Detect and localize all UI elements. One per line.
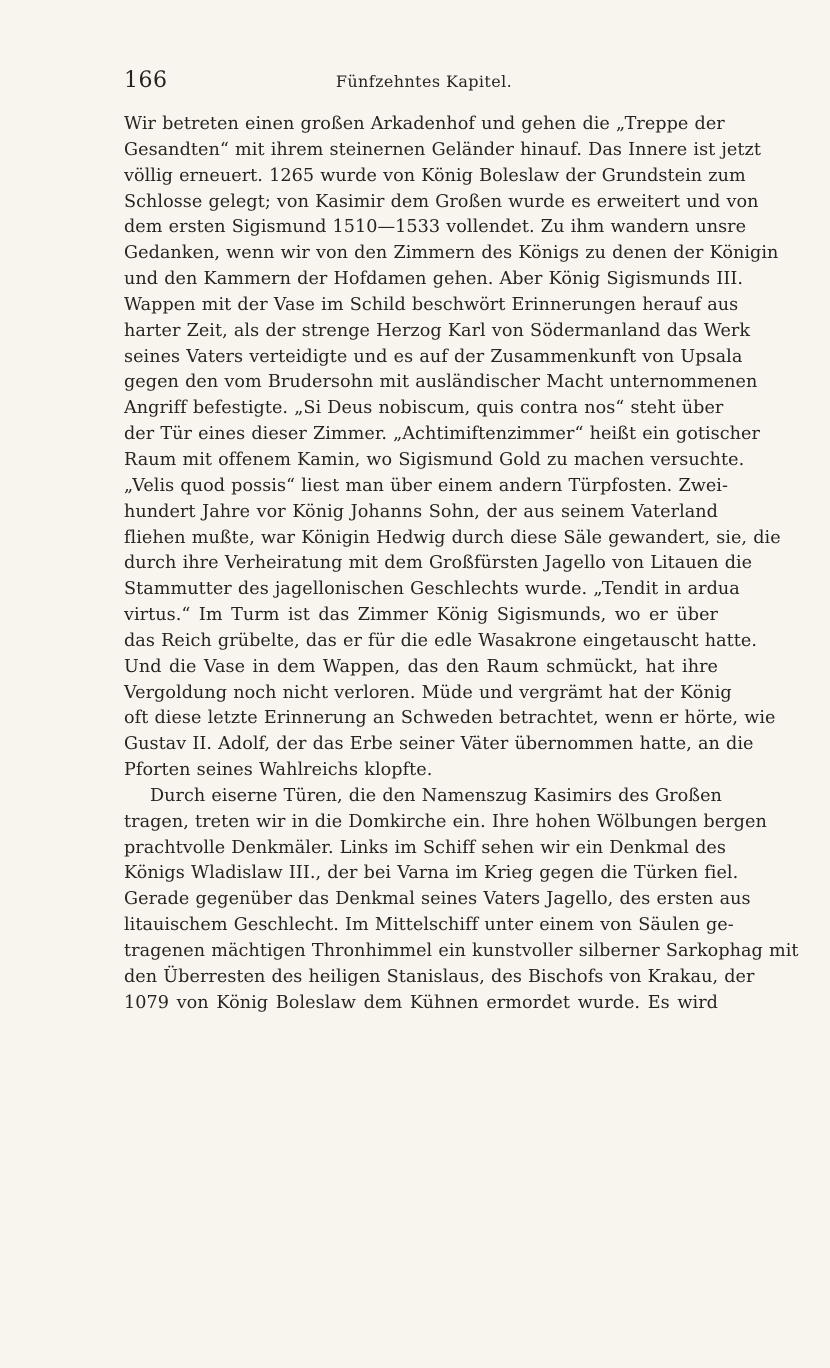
text-line: Königs Wladislaw III., der bei Varna im Krieg gegen die Türken fiel. (124, 863, 739, 884)
page-number: 166 (124, 68, 168, 93)
text-line: Gustav II. Adolf, der das Erbe seiner Väter übernommen hatte, an die (124, 734, 754, 755)
text-line: oft diese letzte Erinnerung an Schweden betrachtet, wenn er hörte, wie (124, 708, 776, 729)
text-line: Gerade gegenüber das Denkmal seines Vaters Jagello, des ersten aus (124, 889, 751, 910)
text-line: Wir betreten einen großen Arkadenhof und gehen die „Treppe der (124, 114, 725, 134)
text-line: Schlosse gelegt; von Kasimir dem Großen wurde es erweitert und von (124, 191, 759, 212)
text-line: virtus.“ Im Turm ist das Zimmer König Sigismunds, wo er über (124, 605, 718, 626)
text-line: Vergoldung noch nicht verloren. Müde und vergrämt hat der König (124, 682, 732, 703)
text-line: Raum mit offenem Kamin, wo Sigismund Gold zu machen versuchte. (124, 449, 745, 470)
text-line: gegen den vom Brudersohn mit ausländischer Macht unternommenen (124, 372, 758, 393)
text-line: „Velis quod possis“ liest man über einem andern Türpfosten. Zwei- (124, 475, 728, 496)
text-line: Wappen mit der Vase im Schild beschwört Erinnerungen herauf aus (124, 294, 739, 315)
text-line: Gedanken, wenn wir von den Zimmern des Königs zu denen der Königin (124, 243, 779, 264)
text-line: harter Zeit, als der strenge Herzog Karl von Södermanland das Werk (124, 320, 751, 341)
text-line: das Reich grübelte, das er für die edle Wasakrone eingetauscht hatte. (124, 630, 758, 651)
text-line: prachtvolle Denkmäler. Links im Schiff sehen wir ein Denkmal des (124, 837, 726, 858)
text-line: tragen, treten wir in die Domkirche ein. Ihre hohen Wölbungen bergen (124, 811, 767, 832)
text-line: Durch eiserne Türen, die den Namenszug Kasimirs des Großen (150, 785, 722, 806)
text-line: Gesandten“ mit ihrem steinernen Geländer hinauf. Das Innere ist jetzt (124, 139, 761, 160)
text-line: den Überresten des heiligen Stanislaus, des Bischofs von Krakau, der (124, 966, 755, 987)
body-text (124, 112, 799, 1017)
page-header (124, 68, 724, 98)
text-line: und den Kammern der Hofdamen gehen. Aber König Sigismunds III. (124, 269, 744, 290)
running-head: Fünfzehntes Kapitel. (335, 72, 513, 91)
text-line: durch ihre Verheiratung mit dem Großfürsten Jagello von Litauen die (124, 553, 753, 574)
text-line: völlig erneuert. 1265 wurde von König Boleslaw der Grundstein zum (124, 165, 746, 186)
text-line: Pforten seines Wahlreichs klopfte. (124, 760, 433, 781)
text-line: hundert Jahre vor König Johanns Sohn, der aus seinem Vaterland (124, 501, 718, 522)
text-line: Und die Vase in dem Wappen, das den Raum schmückt, hat ihre (124, 656, 718, 677)
text-line: Angriff befestigte. „Si Deus nobiscum, quis contra nos“ steht über (124, 398, 724, 419)
text-line: Stammutter des jagellonischen Geschlechts wurde. „Tendit in ardua (124, 579, 740, 600)
text-line: fliehen mußte, war Königin Hedwig durch diese Säle gewandert, sie, die (124, 527, 781, 548)
text-line: litauischem Geschlecht. Im Mittelschiff unter einem von Säulen ge- (124, 915, 734, 936)
text-line: 1079 von König Boleslaw dem Kühnen ermordet wurde. Es wird (124, 992, 718, 1013)
text-line: dem ersten Sigismund 1510—1533 vollendet. Zu ihm wandern unsre (124, 217, 747, 238)
text-line: der Tür eines dieser Zimmer. „Achtimiftenzimmer“ heißt ein gotischer (124, 424, 760, 445)
text-line: seines Vaters verteidigte und es auf der Zusammenkunft von Upsala (124, 346, 743, 367)
text-line: tragenen mächtigen Thronhimmel ein kunstvoller silberner Sarkophag mit (124, 941, 799, 961)
